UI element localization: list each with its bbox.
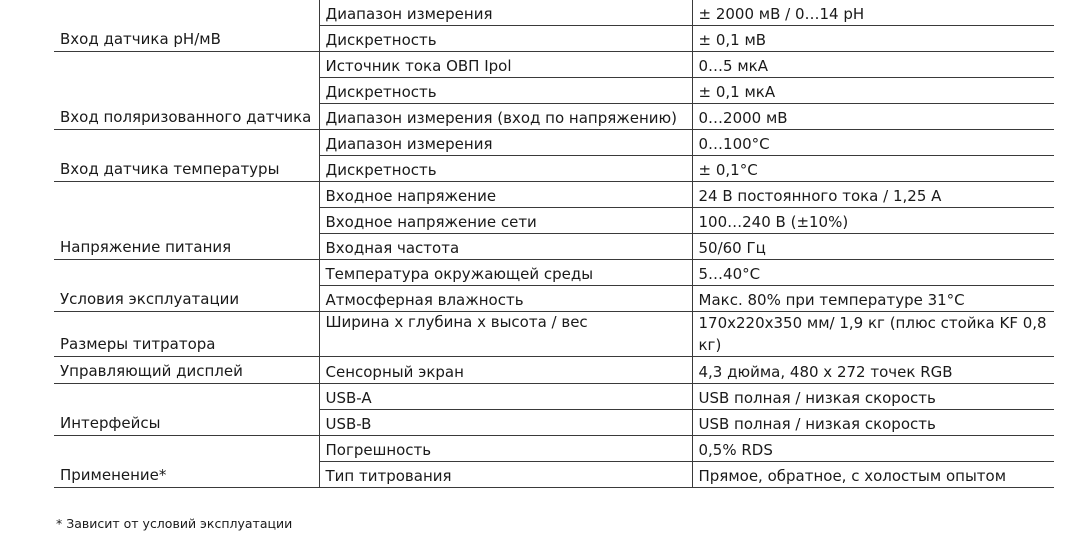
parameter-cell: Тип титрования (319, 462, 692, 488)
footnote: * Зависит от условий эксплуатации (56, 516, 293, 531)
parameter-cell: Погрешность (319, 436, 692, 462)
parameter-cell: Дискретность (319, 26, 692, 52)
parameter-cell: USB-B (319, 410, 692, 436)
value-cell: 0…2000 мВ (692, 104, 1054, 130)
table-row (54, 312, 1054, 357)
group-label: Управляющий дисплей (54, 357, 319, 384)
parameter-cell: Атмосферная влажность (319, 286, 692, 312)
parameter-cell: Температура окружающей среды (319, 260, 692, 286)
group-label: Применение* (54, 436, 319, 488)
parameter-cell: Входная частота (319, 234, 692, 260)
table-row (54, 384, 1054, 410)
spec-table (54, 0, 1054, 488)
value-cell: 0…5 мкА (692, 52, 1054, 78)
value-cell: 50/60 Гц (692, 234, 1054, 260)
value-cell: ± 0,1 мВ (692, 26, 1054, 52)
parameter-cell: Дискретность (319, 156, 692, 182)
value-cell: 170х220х350 мм/ 1,9 кг (плюс стойка KF 0,8 кг) (692, 312, 1054, 357)
table-row (54, 0, 1054, 26)
value-cell: 24 В постоянного тока / 1,25 А (692, 182, 1054, 208)
parameter-cell: Источник тока ОВП Ipol (319, 52, 692, 78)
group-label: Условия эксплуатации (54, 260, 319, 312)
group-label: Интерфейсы (54, 384, 319, 436)
table-row (54, 436, 1054, 462)
parameter-cell: Ширина х глубина х высота / вес (319, 312, 692, 357)
table-row (54, 130, 1054, 156)
table-row (54, 357, 1054, 384)
value-cell: 0,5% RDS (692, 436, 1054, 462)
group-label: Вход поляризованного датчика (54, 52, 319, 130)
table-row (54, 52, 1054, 78)
parameter-cell: USB-A (319, 384, 692, 410)
value-cell: 100…240 В (±10%) (692, 208, 1054, 234)
value-cell: Прямое, обратное, с холостым опытом (692, 462, 1054, 488)
group-label: Размеры титратора (54, 312, 319, 357)
value-cell: 4,3 дюйма, 480 х 272 точек RGB (692, 357, 1054, 384)
value-cell: USB полная / низкая скорость (692, 410, 1054, 436)
group-label: Напряжение питания (54, 182, 319, 260)
value-cell: ± 0,1 мкА (692, 78, 1054, 104)
value-cell: USB полная / низкая скорость (692, 384, 1054, 410)
table-row (54, 260, 1054, 286)
table-row (54, 182, 1054, 208)
parameter-cell: Сенсорный экран (319, 357, 692, 384)
parameter-cell: Диапазон измерения (вход по напряжению) (319, 104, 692, 130)
parameter-cell: Входное напряжение сети (319, 208, 692, 234)
value-cell: Макс. 80% при температуре 31°С (692, 286, 1054, 312)
spec-table-body (54, 0, 1054, 488)
parameter-cell: Дискретность (319, 78, 692, 104)
value-cell: ± 0,1°С (692, 156, 1054, 182)
group-label: Вход датчика температуры (54, 130, 319, 182)
value-cell: 0…100°С (692, 130, 1054, 156)
parameter-cell: Диапазон измерения (319, 0, 692, 26)
parameter-cell: Диапазон измерения (319, 130, 692, 156)
value-cell: 5…40°С (692, 260, 1054, 286)
value-cell: ± 2000 мВ / 0…14 pH (692, 0, 1054, 26)
group-label: Вход датчика pH/мВ (54, 0, 319, 52)
parameter-cell: Входное напряжение (319, 182, 692, 208)
